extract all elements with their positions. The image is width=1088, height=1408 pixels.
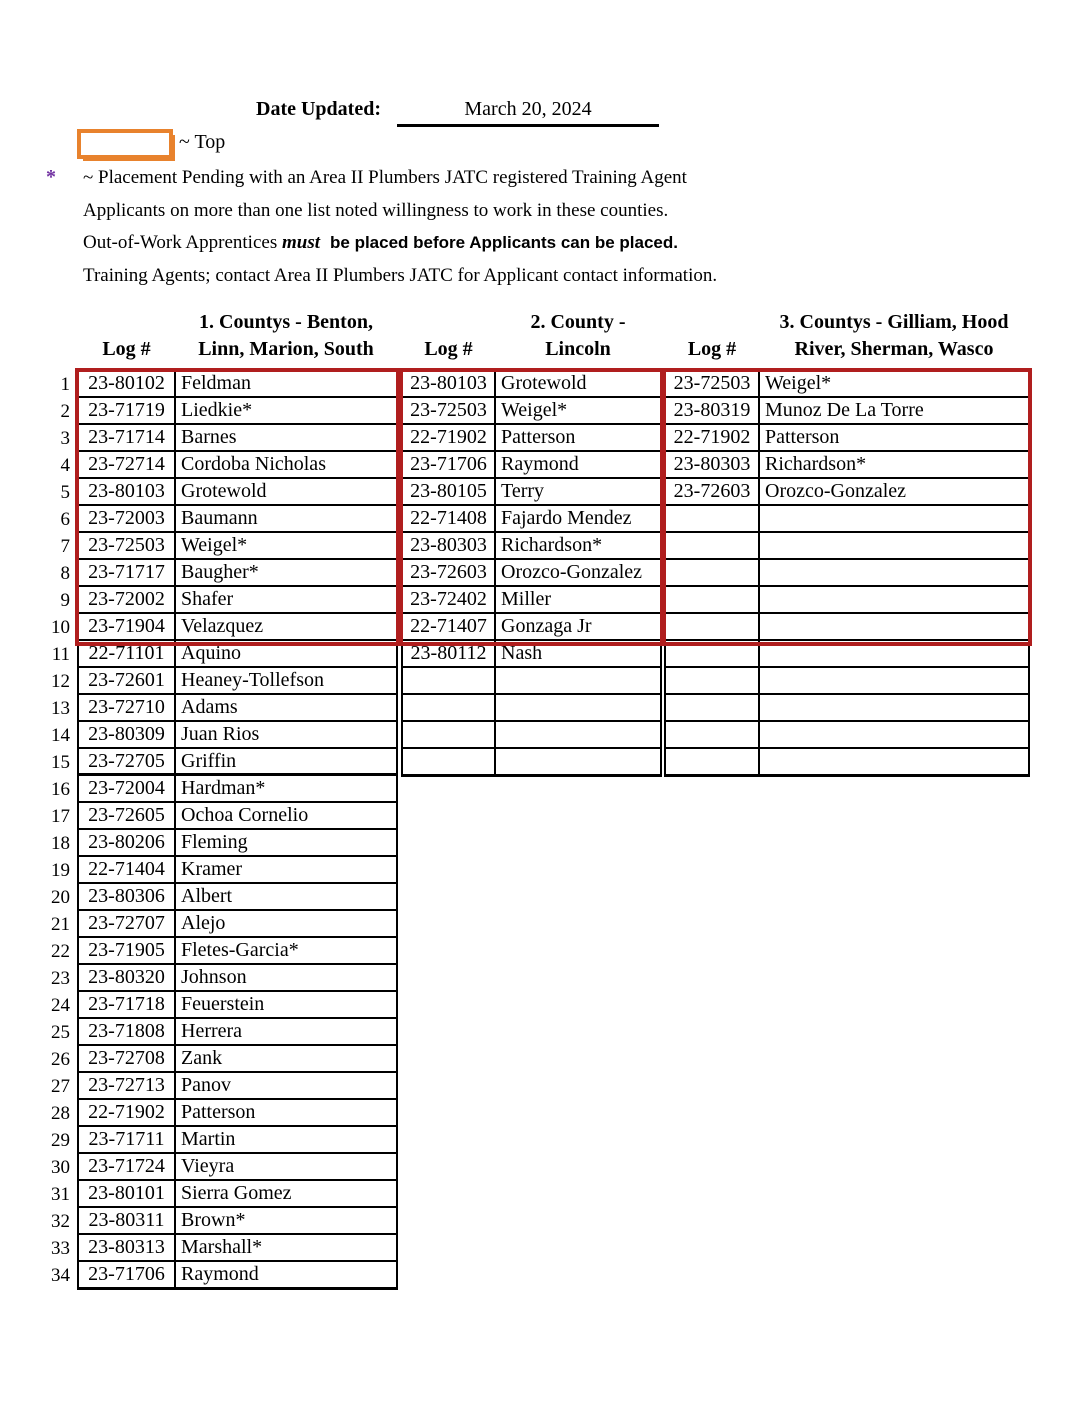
list2-log-header: Log #	[424, 338, 473, 360]
log-number-cell: 23-80206	[79, 830, 176, 855]
note-applicants: Applicants on more than one list noted willingness to work in these counties.	[83, 200, 669, 221]
applicant-name-cell: Adams	[181, 696, 238, 718]
table-row	[79, 533, 396, 560]
applicant-name-cell: Patterson	[181, 1101, 256, 1123]
table-row	[403, 668, 660, 695]
applicant-name-cell: Fleming	[181, 831, 248, 853]
log-number-cell: 23-71808	[79, 1019, 176, 1044]
log-number-cell	[403, 668, 496, 693]
log-number-cell: 23-80320	[79, 965, 176, 990]
applicant-name-cell	[760, 587, 1028, 612]
applicant-name-cell	[760, 668, 1028, 693]
log-number-cell: 23-72714	[79, 452, 176, 477]
table-row	[79, 479, 396, 506]
applicant-name-cell: Richardson*	[501, 534, 603, 556]
applicant-name-cell: Gonzaga Jr	[501, 615, 592, 637]
applicant-name-cell: Grotewold	[501, 372, 587, 394]
row-number: 9	[60, 590, 70, 611]
table-row	[79, 560, 396, 587]
table-row	[403, 506, 660, 533]
row-number: 3	[60, 428, 70, 449]
row-number: 15	[51, 752, 70, 773]
applicant-name-cell: Ochoa Cornelio	[181, 804, 309, 826]
log-number-cell: 22-71101	[79, 641, 176, 666]
log-number-cell: 23-72002	[79, 587, 176, 612]
applicant-name-cell: Aquino	[181, 642, 241, 664]
table-row	[79, 776, 396, 803]
applicant-name-cell: Liedkie*	[181, 399, 253, 421]
table-row	[79, 830, 396, 857]
row-number: 28	[51, 1103, 70, 1124]
table-row	[666, 506, 1028, 533]
table-row	[666, 722, 1028, 749]
applicant-name-cell: Alejo	[181, 912, 226, 934]
applicant-name-cell	[760, 614, 1028, 639]
log-number-cell: 22-71408	[403, 506, 496, 531]
table-row	[79, 398, 396, 425]
row-number: 7	[60, 536, 70, 557]
applicant-name-cell: Richardson*	[765, 453, 867, 475]
row-number: 25	[51, 1022, 70, 1043]
row-number: 1	[60, 374, 70, 395]
applicant-name-cell: Griffin	[181, 750, 237, 772]
table-row	[79, 506, 396, 533]
log-number-cell	[666, 695, 760, 720]
table-row	[79, 641, 396, 668]
table-row	[79, 371, 396, 398]
log-number-cell: 23-80319	[666, 398, 760, 423]
applicant-name-cell: Johnson	[181, 966, 247, 988]
log-number-cell: 23-71719	[79, 398, 176, 423]
table-row	[403, 560, 660, 587]
log-number-cell: 23-72605	[79, 803, 176, 828]
table-row	[79, 695, 396, 722]
table-row	[79, 884, 396, 911]
applicant-name-cell	[496, 668, 660, 693]
row-number: 18	[51, 833, 70, 854]
row-number: 32	[51, 1211, 70, 1232]
applicant-name-cell: Weigel*	[765, 372, 832, 394]
row-number: 19	[51, 860, 70, 881]
log-number-cell: 23-72603	[403, 560, 496, 585]
log-number-cell: 23-80306	[79, 884, 176, 909]
applicant-name-cell: Hardman*	[181, 777, 266, 799]
note-placement-pending: ~ Placement Pending with an Area II Plumbers JATC registered Training Agent	[83, 167, 687, 188]
list2-title-line2: Lincoln	[545, 338, 611, 360]
applicant-name-cell: Raymond	[181, 1263, 259, 1285]
table-row	[666, 479, 1028, 506]
applicant-name-cell: Orozco-Gonzalez	[765, 480, 907, 502]
log-number-cell	[666, 668, 760, 693]
log-number-cell: 23-80102	[79, 371, 176, 396]
applicant-name-cell: Shafer	[181, 588, 234, 610]
applicant-name-cell	[760, 560, 1028, 585]
table-row	[403, 479, 660, 506]
list3-title-line1: 3. Countys - Gilliam, Hood	[779, 311, 1009, 333]
log-number-cell: 23-72402	[403, 587, 496, 612]
table-row	[666, 560, 1028, 587]
row-number: 24	[51, 995, 70, 1016]
applicant-name-cell: Martin	[181, 1128, 236, 1150]
applicant-name-cell: Heaney-Tollefson	[181, 669, 324, 691]
log-number-cell: 23-72708	[79, 1046, 176, 1071]
row-number: 22	[51, 941, 70, 962]
list3-log-header: Log #	[687, 338, 737, 360]
table-row	[79, 965, 396, 992]
table-row	[79, 1235, 396, 1262]
log-number-cell: 23-80105	[403, 479, 496, 504]
applicant-name-cell	[496, 695, 660, 720]
log-number-cell	[666, 614, 760, 639]
table-row	[403, 452, 660, 479]
log-number-cell	[666, 749, 760, 774]
table-row	[403, 722, 660, 749]
list3-table	[664, 369, 1030, 777]
row-number: 20	[51, 887, 70, 908]
table-row	[79, 803, 396, 830]
applicant-name-cell: Baugher*	[181, 561, 259, 583]
log-number-cell: 23-80311	[79, 1208, 176, 1233]
table-row	[79, 722, 396, 749]
table-row	[666, 668, 1028, 695]
row-number: 21	[51, 914, 70, 935]
table-row	[79, 857, 396, 884]
table-row	[403, 587, 660, 614]
applicant-name-cell: Marshall*	[181, 1236, 263, 1258]
table-row	[79, 1262, 396, 1287]
table-row	[79, 911, 396, 938]
table-row	[79, 425, 396, 452]
row-number: 13	[51, 698, 70, 719]
table-row	[79, 1100, 396, 1127]
row-number: 29	[51, 1130, 70, 1151]
row-number: 14	[51, 725, 70, 746]
note-oow-suffix: be placed before Applicants can be placed.	[330, 233, 678, 252]
list1-title-line1: 1. Countys - Benton,	[199, 311, 373, 333]
table-row	[666, 371, 1028, 398]
applicant-name-cell: Patterson	[765, 426, 840, 448]
note-oow-prefix: Out-of-Work Apprentices	[83, 232, 278, 253]
log-number-cell	[666, 722, 760, 747]
row-number: 12	[51, 671, 70, 692]
row-number: 4	[60, 455, 70, 476]
table-row	[79, 992, 396, 1019]
log-number-cell: 22-71902	[666, 425, 760, 450]
table-row	[403, 398, 660, 425]
applicant-name-cell	[496, 722, 660, 747]
applicant-name-cell: Cordoba Nicholas	[181, 453, 326, 475]
table-row	[79, 1208, 396, 1235]
row-number: 17	[51, 806, 70, 827]
table-row	[403, 533, 660, 560]
applicant-name-cell: Raymond	[501, 453, 579, 475]
log-number-cell	[666, 506, 760, 531]
table-row	[666, 641, 1028, 668]
applicant-name-cell: Juan Rios	[181, 723, 260, 745]
log-number-cell: 23-80112	[403, 641, 496, 666]
log-number-cell: 23-80309	[79, 722, 176, 747]
table-row	[79, 452, 396, 479]
applicant-name-cell: Weigel*	[501, 399, 568, 421]
table-row	[79, 1127, 396, 1154]
log-number-cell: 23-71706	[79, 1262, 176, 1287]
log-number-cell: 23-80103	[403, 371, 496, 396]
row-number: 33	[51, 1238, 70, 1259]
table-row	[79, 668, 396, 695]
applicant-name-cell: Fajardo Mendez	[501, 507, 632, 529]
log-number-cell: 23-72707	[79, 911, 176, 936]
table-row	[79, 587, 396, 614]
log-number-cell: 23-80103	[79, 479, 176, 504]
applicant-name-cell: Munoz De La Torre	[765, 399, 924, 421]
log-number-cell: 23-72713	[79, 1073, 176, 1098]
log-number-cell: 22-71902	[79, 1100, 176, 1125]
row-number: 26	[51, 1049, 70, 1070]
log-number-cell: 23-71717	[79, 560, 176, 585]
log-number-cell: 23-71714	[79, 425, 176, 450]
applicant-name-cell: Zank	[181, 1047, 223, 1069]
log-number-cell: 23-71904	[79, 614, 176, 639]
date-updated-label: Date Updated:	[256, 98, 381, 120]
table-row	[666, 452, 1028, 479]
log-number-cell: 22-71902	[403, 425, 496, 450]
log-number-cell: 22-71407	[403, 614, 496, 639]
table-row	[666, 425, 1028, 452]
table-row	[666, 398, 1028, 425]
log-number-cell: 23-80303	[403, 533, 496, 558]
log-number-cell	[403, 722, 496, 747]
row-number: 31	[51, 1184, 70, 1205]
table-row	[79, 614, 396, 641]
applicant-name-cell	[760, 506, 1028, 531]
list1-title-line2: Linn, Marion, South	[198, 338, 374, 360]
log-number-cell	[403, 695, 496, 720]
log-number-cell: 23-72004	[79, 776, 176, 801]
log-number-cell	[666, 560, 760, 585]
log-number-cell: 23-71905	[79, 938, 176, 963]
row-number: 16	[51, 779, 70, 800]
table-row	[79, 1154, 396, 1181]
list1-log-header: Log #	[102, 338, 151, 360]
log-number-cell	[403, 749, 496, 774]
log-number-cell	[666, 587, 760, 612]
applicant-name-cell: Panov	[181, 1074, 231, 1096]
applicant-name-cell	[496, 749, 660, 774]
list3-title-line2: River, Sherman, Wasco	[794, 338, 994, 360]
log-number-cell: 23-71724	[79, 1154, 176, 1179]
table-row	[79, 749, 396, 776]
list1-table	[77, 369, 398, 1290]
applicant-name-cell	[760, 749, 1028, 774]
applicant-name-cell: Weigel*	[181, 534, 248, 556]
log-number-cell: 23-80313	[79, 1235, 176, 1260]
applicant-name-cell: Fletes-Garcia*	[181, 939, 299, 961]
table-row	[666, 587, 1028, 614]
applicant-name-cell: Baumann	[181, 507, 258, 529]
applicant-name-cell: Kramer	[181, 858, 243, 880]
row-number: 34	[51, 1265, 70, 1286]
log-number-cell: 23-71706	[403, 452, 496, 477]
table-row	[666, 614, 1028, 641]
applicant-name-cell: Feldman	[181, 372, 251, 394]
log-number-cell: 23-72503	[79, 533, 176, 558]
row-number: 5	[60, 482, 70, 503]
note-training-agents: Training Agents; contact Area II Plumbers JATC for Applicant contact information.	[83, 265, 718, 286]
footnote-asterisk: *	[46, 166, 56, 188]
log-number-cell: 23-80101	[79, 1181, 176, 1206]
top-link-box[interactable]	[77, 129, 173, 159]
log-number-cell: 23-72705	[79, 749, 176, 773]
row-number: 2	[60, 401, 70, 422]
log-number-cell: 23-72601	[79, 668, 176, 693]
log-number-cell: 23-72503	[403, 398, 496, 423]
applicant-name-cell: Miller	[501, 588, 551, 610]
row-number: 23	[51, 968, 70, 989]
applicant-name-cell	[760, 533, 1028, 558]
applicant-name-cell: Brown*	[181, 1209, 246, 1231]
applicant-name-cell: Velazquez	[181, 615, 264, 637]
table-row	[666, 533, 1028, 560]
table-row	[79, 1181, 396, 1208]
applicant-name-cell	[760, 695, 1028, 720]
log-number-cell: 23-72003	[79, 506, 176, 531]
table-row	[79, 938, 396, 965]
applicant-name-cell: Grotewold	[181, 480, 267, 502]
table-row	[403, 695, 660, 722]
table-row	[666, 695, 1028, 722]
row-number: 27	[51, 1076, 70, 1097]
note-out-of-work	[83, 232, 678, 254]
applicant-name-cell	[760, 722, 1028, 747]
applicant-name-cell: Terry	[501, 480, 545, 502]
table-row	[79, 1046, 396, 1073]
applicant-name-cell: Herrera	[181, 1020, 243, 1042]
row-number: 11	[51, 644, 70, 665]
row-number: 30	[51, 1157, 70, 1178]
applicant-name-cell: Nash	[501, 642, 543, 664]
applicant-name-cell: Sierra Gomez	[181, 1182, 292, 1204]
log-number-cell: 23-72503	[666, 371, 760, 396]
log-number-cell: 22-71404	[79, 857, 176, 882]
row-number-rail	[30, 371, 70, 1289]
log-number-cell	[666, 641, 760, 666]
applicant-name-cell: Feuerstein	[181, 993, 265, 1015]
top-link-label: ~ Top	[179, 131, 226, 153]
table-row	[403, 425, 660, 452]
row-number: 6	[60, 509, 70, 530]
applicant-name-cell: Barnes	[181, 426, 237, 448]
list2-table	[401, 369, 662, 777]
table-row	[403, 641, 660, 668]
log-number-cell: 23-71711	[79, 1127, 176, 1152]
table-row	[403, 749, 660, 774]
log-number-cell: 23-72710	[79, 695, 176, 720]
applicant-name-cell: Orozco-Gonzalez	[501, 561, 643, 583]
table-row	[79, 1073, 396, 1100]
log-number-cell: 23-72603	[666, 479, 760, 504]
list2-title-line1: 2. County -	[530, 311, 626, 333]
applicant-name-cell	[760, 641, 1028, 666]
row-number: 8	[60, 563, 70, 584]
table-row	[403, 614, 660, 641]
row-number: 10	[51, 617, 70, 638]
note-oow-emphasis: must	[281, 232, 321, 253]
table-row	[79, 1019, 396, 1046]
log-number-cell	[666, 533, 760, 558]
table-row	[666, 749, 1028, 774]
log-number-cell: 23-80303	[666, 452, 760, 477]
table-row	[403, 371, 660, 398]
log-number-cell: 23-71718	[79, 992, 176, 1017]
applicant-name-cell: Vieyra	[181, 1155, 235, 1177]
applicant-name-cell: Patterson	[501, 426, 576, 448]
date-updated-value: March 20, 2024	[397, 96, 659, 127]
applicant-name-cell: Albert	[181, 885, 233, 907]
